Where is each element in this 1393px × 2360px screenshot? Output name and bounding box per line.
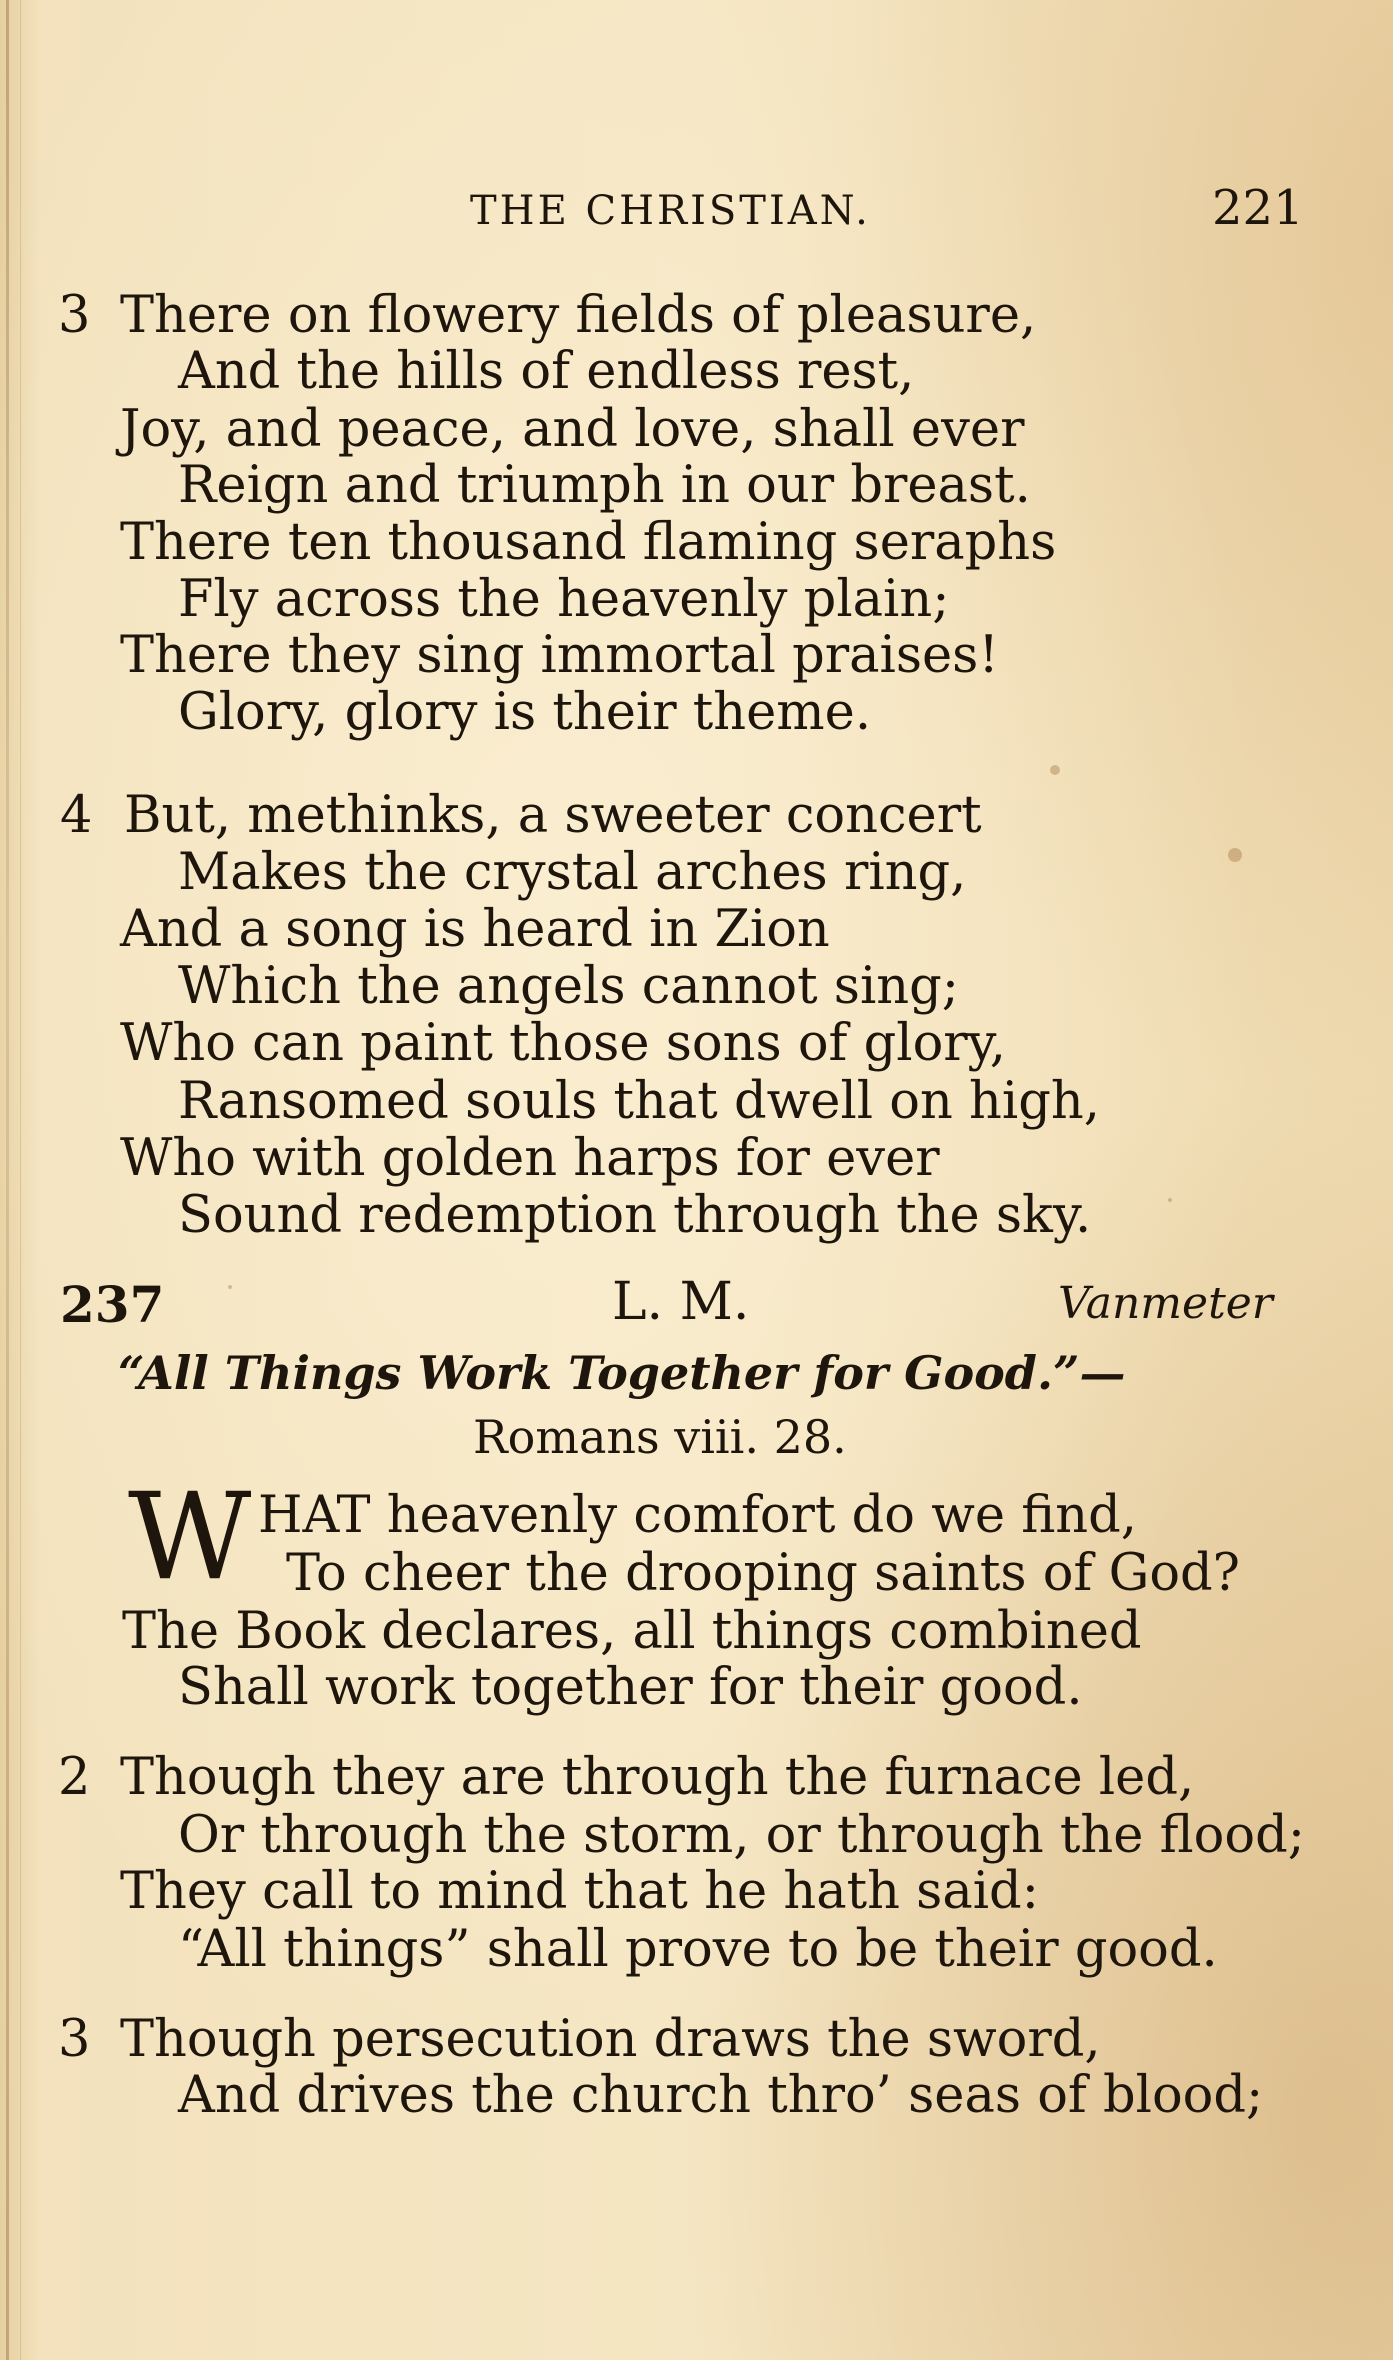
verse-line: Makes the crystal arches ring, <box>178 843 967 902</box>
verse-line: Ransomed souls that dwell on high, <box>178 1072 1100 1131</box>
verse-line: There on flowery fields of pleasure, <box>120 286 1037 345</box>
verse-line: Who with golden harps for ever <box>120 1129 940 1188</box>
page-number: 221 <box>1212 180 1304 236</box>
verse-line: Though they are through the furnace led, <box>120 1748 1195 1807</box>
hymn-title: “All Things Work Together for Good.”— <box>118 1346 1126 1400</box>
paper-speck <box>1168 1198 1172 1202</box>
verse-line: Reign and triumph in our breast. <box>178 456 1031 515</box>
stanza-number: 2 <box>58 1748 91 1807</box>
hymn-meter: L. M. <box>612 1272 750 1332</box>
verse-line: And the hills of endless rest, <box>178 342 915 401</box>
hymn-composer: Vanmeter <box>1058 1278 1273 1329</box>
verse-line: Though persecution draws the sword, <box>120 2010 1101 2069</box>
verse-line: Or through the storm, or through the flood; <box>178 1806 1305 1865</box>
scripture-reference: Romans viii. 28. <box>473 1410 847 1464</box>
verse-line: The Book declares, all things combined <box>122 1602 1142 1661</box>
page-edge <box>6 0 9 2360</box>
verse-line: Who can paint those sons of glory, <box>120 1014 1006 1073</box>
verse-line: But, methinks, a sweeter concert <box>124 786 982 845</box>
verse-line: Sound redemption through the sky. <box>178 1186 1092 1245</box>
verse-line: Fly across the heavenly plain; <box>178 570 950 629</box>
verse-line: Which the angels cannot sing; <box>178 957 959 1016</box>
verse-line: Shall work together for their good. <box>178 1658 1083 1717</box>
hymn-number: 237 <box>60 1275 165 1334</box>
drop-cap: W <box>128 1468 252 1607</box>
paper-speck <box>1050 765 1060 775</box>
stanza-number: 3 <box>58 2010 91 2069</box>
page-edge-shadow <box>20 0 21 2360</box>
verse-line: “All things” shall prove to be their good. <box>178 1920 1218 1979</box>
paper-speck <box>1228 848 1242 862</box>
paper-speck <box>228 1285 232 1289</box>
verse-line: Joy, and peace, and love, shall ever <box>120 400 1025 459</box>
running-head <box>0 180 1393 240</box>
running-title: THE CHRISTIAN. <box>470 188 871 234</box>
stanza-number: 4 <box>60 786 93 845</box>
stanza-number: 3 <box>58 286 91 345</box>
verse-line: To cheer the drooping saints of God? <box>286 1544 1241 1603</box>
verse-line: They call to mind that he hath said: <box>120 1862 1039 1921</box>
verse-line: Glory, glory is their theme. <box>178 683 872 742</box>
verse-line: And a song is heard in Zion <box>120 900 830 959</box>
verse-line: HAT heavenly comfort do we find, <box>258 1486 1137 1545</box>
verse-line: And drives the church thro’ seas of blood; <box>178 2066 1264 2125</box>
verse-line: There ten thousand flaming seraphs <box>120 513 1057 572</box>
verse-line: There they sing immortal praises! <box>120 626 999 685</box>
